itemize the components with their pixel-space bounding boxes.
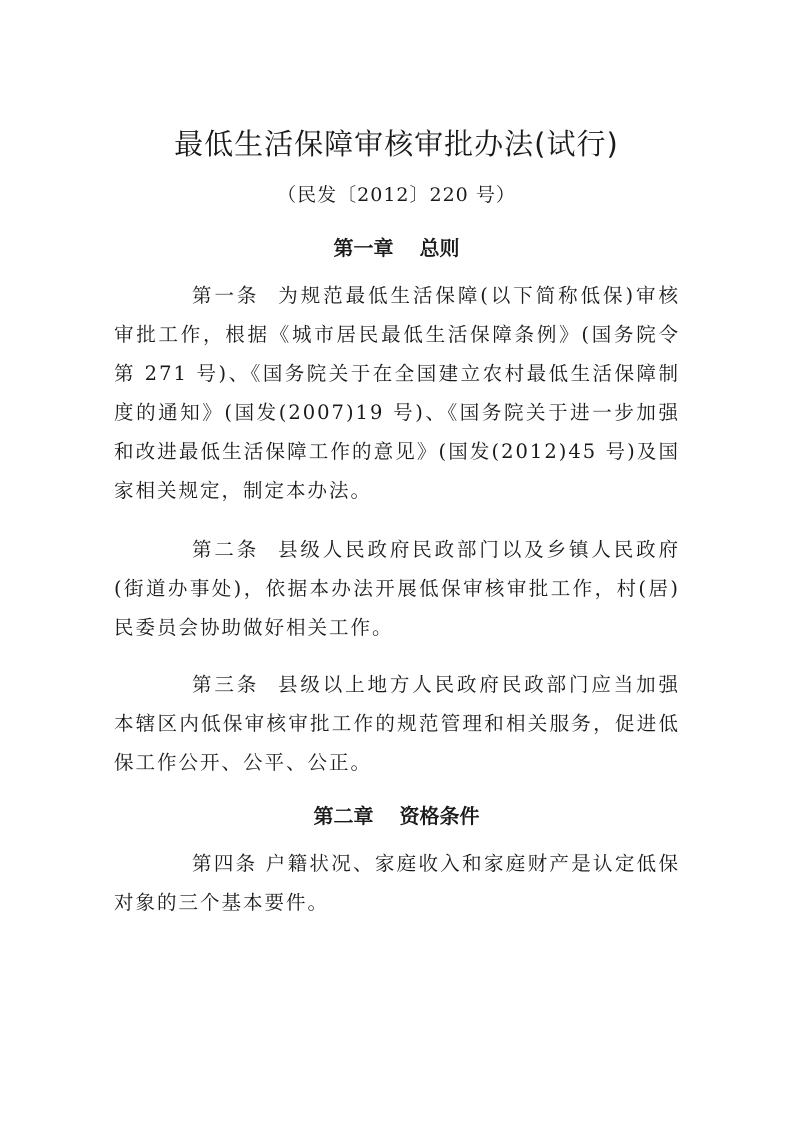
chapter-heading-2: [0, 800, 793, 829]
article-3: [114, 665, 680, 782]
chapter-title: 总则: [419, 236, 460, 260]
chapter-title: 资格条件: [399, 804, 480, 828]
chapter-heading-1: [0, 232, 793, 261]
article-text: 县级以上地方人民政府民政部门应当加强本辖区内低保审核审批工作的规范管理和相关服务，促进低保工作公开、公平、公正。: [114, 673, 680, 774]
article-label: 第二条: [192, 538, 260, 561]
article-text: 户籍状况、家庭收入和家庭财产是认定低保对象的三个基本要件。: [114, 852, 680, 914]
article-2: [114, 530, 680, 647]
document-title: 最低生活保障审核审批办法(试行): [174, 127, 619, 161]
article-4: [114, 844, 680, 922]
article-label: 第四条: [192, 852, 258, 875]
article-1: [114, 276, 680, 510]
article-text: 为规范最低生活保障(以下简称低保)审核审批工作，根据《城市居民最低生活保障条例》(国务院令第 271 号)、《国务院关于在全国建立农村最低生活保障制度的通知》(国发(2007)19 号)、《国务院关于进一步加强和改进最低生活保障工作的意见》(国发(2012)45 号)及国家相关规定，制定本办法。: [114, 284, 680, 502]
chapter-number: 第二章: [313, 804, 374, 828]
chapter-number: 第一章: [333, 236, 394, 260]
article-label: 第三条: [192, 673, 260, 696]
article-text: 县级人民政府民政部门以及乡镇人民政府(街道办事处)，依据本办法开展低保审核审批工作，村(居)民委员会协助做好相关工作。: [114, 538, 680, 639]
document-number: （民发〔2012〕220 号）: [277, 184, 516, 206]
article-label: 第一条: [192, 284, 260, 307]
